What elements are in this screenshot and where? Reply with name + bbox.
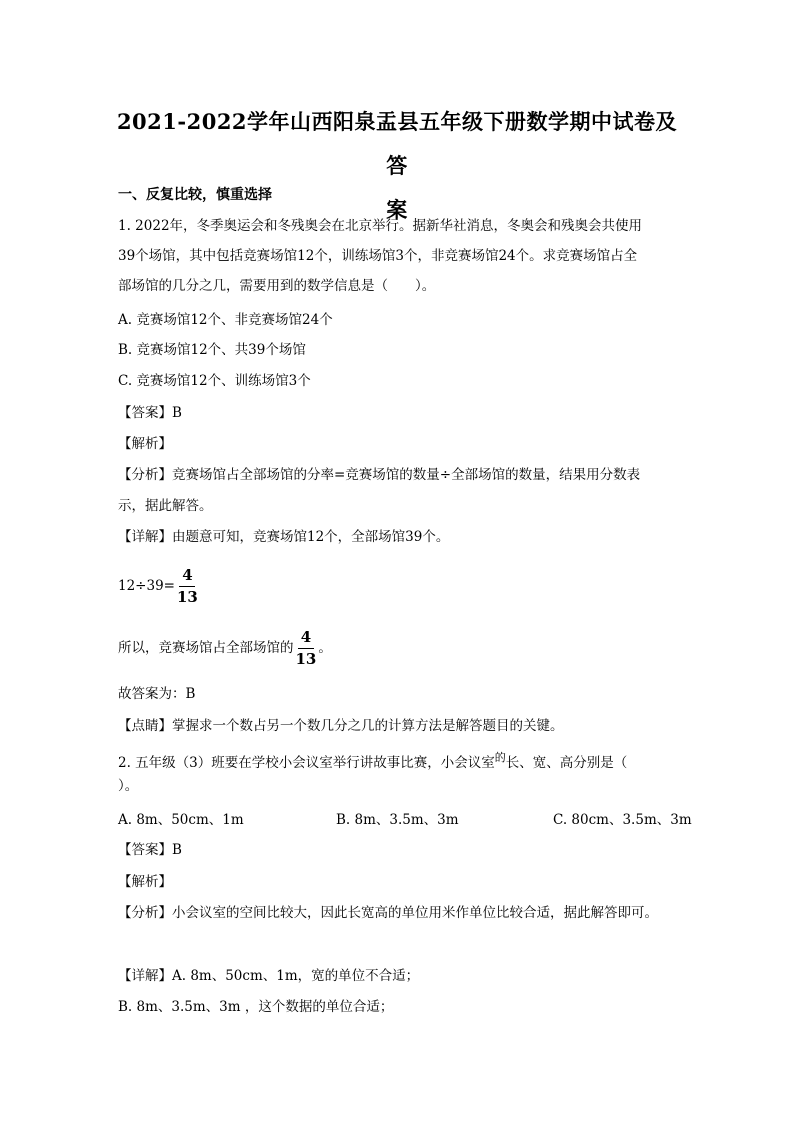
q2-option-a: A. 8m、50cm、1m <box>118 812 244 828</box>
title-line-2: 案 <box>386 197 408 222</box>
title-line-1: 2021-2022学年山西阳泉盂县五年级下册数学期中试卷及答 <box>116 109 678 178</box>
calc-expression: 12÷39= <box>118 578 175 594</box>
q1-calculation <box>118 566 200 606</box>
fraction-denominator: 13 <box>295 650 317 668</box>
q2-text-line-2: ）。 <box>118 778 139 794</box>
q1-text-line-3: 部场馆的几分之几，需要用到的数学信息是（ ）。 <box>118 278 436 294</box>
q1-analysis-heading: 【解析】 <box>118 436 172 452</box>
q1-option-c: C. 竞赛场馆12个、训练场馆3个 <box>118 373 311 389</box>
fraction-4-13-conclusion <box>296 629 317 668</box>
q1-final-answer: 故答案为：B <box>118 686 196 702</box>
fraction-bar <box>298 648 314 649</box>
q2-option-b: B. 8m、3.5m、3m <box>336 812 459 828</box>
fraction-denominator: 13 <box>176 588 198 606</box>
q2-option-c: C. 80cm、3.5m、3m <box>553 812 692 828</box>
q2-text-part-b: 长、宽、高分别是（ <box>505 755 628 771</box>
q1-detail: 【详解】由题意可知，竞赛场馆12个，全部场馆39个。 <box>118 529 450 545</box>
q2-detail-a: 【详解】A. 8m、50cm、1m，宽的单位不合适； <box>118 968 420 984</box>
fraction-numerator: 4 <box>182 566 193 584</box>
q1-conclusion <box>118 628 332 668</box>
section-heading: 一、反复比较，慎重选择 <box>118 187 272 203</box>
q1-comment: 【点睛】掌握求一个数占另一个数几分之几的计算方法是解答题目的关键。 <box>118 718 564 734</box>
q2-text-superscript: 的 <box>494 751 506 764</box>
q2-answer: 【答案】B <box>118 842 182 858</box>
fraction-4-13 <box>177 567 198 606</box>
q2-analysis: 【分析】小会议室的空间比较大，因此长宽高的单位用米作单位比较合适，据此解答即可。 <box>118 905 658 921</box>
fraction-numerator: 4 <box>300 628 312 646</box>
conclusion-period: 。 <box>318 640 332 656</box>
q2-text-part-a: 2. 五年级（3）班要在学校小会议室举行讲故事比赛，小会议室 <box>118 755 495 771</box>
document-title <box>110 100 684 232</box>
q1-answer: 【答案】B <box>118 405 182 421</box>
q1-analysis-line-1: 【分析】竞赛场馆占全部场馆的分率=竞赛场馆的数量÷全部场馆的数量，结果用分数表 <box>118 467 641 483</box>
q2-analysis-heading: 【解析】 <box>118 874 172 890</box>
q1-text-line-1: 1. 2022年，冬季奥运会和冬残奥会在北京举行。据新华社消息，冬奥会和残奥会共使用 <box>118 218 643 234</box>
q1-option-b: B. 竞赛场馆12个、共39个场馆 <box>118 342 306 358</box>
q2-detail-b: B. 8m、3.5m、3m ，这个数据的单位合适； <box>118 999 394 1015</box>
conclusion-text: 所以，竞赛场馆占全部场馆的 <box>118 640 294 656</box>
q1-text-line-2: 39个场馆，其中包括竞赛场馆12个，训练场馆3个，非竞赛场馆24个。求竞赛场馆占全 <box>118 248 638 264</box>
q2-text-line-1 <box>118 748 627 773</box>
q1-analysis-line-2: 示，据此解答。 <box>118 498 213 514</box>
q1-option-a: A. 竞赛场馆12个、非竞赛场馆24个 <box>118 312 333 328</box>
fraction-bar <box>179 586 195 587</box>
